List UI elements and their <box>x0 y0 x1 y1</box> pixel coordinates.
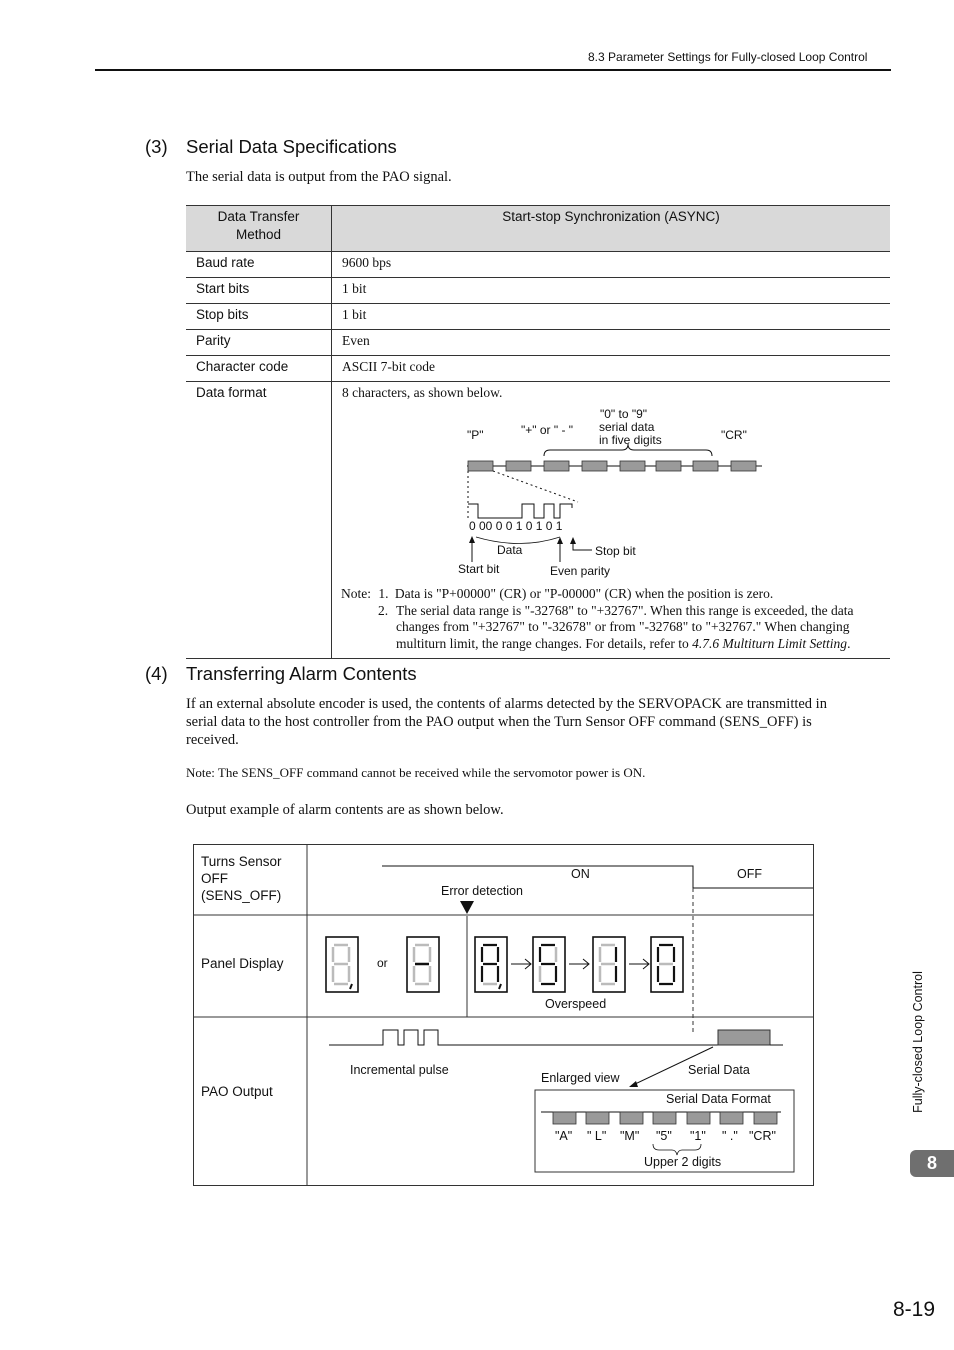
table-row <box>186 356 890 382</box>
char-block <box>582 461 607 471</box>
side-tab-text: Fully-closed Loop Control <box>911 971 925 1113</box>
section-4-title: Transferring Alarm Contents <box>186 663 417 684</box>
row2-label: Panel Display <box>201 956 284 971</box>
table-row <box>186 304 890 330</box>
alarm-diagram-canvas <box>193 844 814 1186</box>
char-block <box>620 461 645 471</box>
row-value: 9600 bps <box>332 252 891 278</box>
running-header: 8.3 Parameter Settings for Fully-closed Loop Control <box>588 50 868 64</box>
note-2: The serial data range is "-32768" to "+32767". When this range is exceeded, the data changes from "+32767" to "-32678" or from "-32768" to "+32767." When changing multiturn limit, the range changes. For details, refer to 4.7.6 Multiturn Limit Setting. <box>396 602 854 651</box>
row1-label-2: OFF <box>201 871 228 886</box>
upper-digits-brace <box>653 1144 701 1155</box>
section-4-paragraph: If an external absolute encoder is used, the contents of alarms detected by the SERVOPACK are transmitted in serial data to the host controller from the PAO output when the Turn Sensor OFF command (SENS_OFF) is received. <box>186 696 827 748</box>
row-label: Start bits <box>186 278 332 304</box>
row-value: 1 bit <box>332 278 891 304</box>
char-block <box>468 461 493 471</box>
row-label: Parity <box>186 330 332 356</box>
stop-bit-arrowhead <box>570 537 576 544</box>
char-label-m: "M" <box>620 1129 640 1143</box>
bit-values: 0 00 0 0 1 0 1 0 1 <box>469 519 563 533</box>
decimal-point-icon <box>350 984 352 989</box>
row1-label-3: (SENS_OFF) <box>201 888 282 903</box>
table-header-row <box>186 206 890 252</box>
note-1: Data is "P+00000" (CR) or "P-00000" (CR) when the position is zero. <box>394 586 774 601</box>
row3-label: PAO Output <box>201 1084 273 1099</box>
digits-label-2: serial data <box>599 420 655 434</box>
output-intro: Output example of alarm contents are as shown below. <box>186 802 504 818</box>
stop-bit-label: Stop bit <box>595 544 636 558</box>
off-label: OFF <box>737 867 762 881</box>
serial-data-format-label: Serial Data Format <box>666 1092 771 1106</box>
sign-char-label: "+" or " - " <box>521 423 574 437</box>
data-label: Data <box>497 543 523 557</box>
chapter-number-badge: 8 <box>910 1150 954 1177</box>
p-char-label: "P" <box>467 428 484 442</box>
section-3-title: Serial Data Specifications <box>186 136 397 157</box>
char-label-1: "1" <box>690 1129 706 1143</box>
serial-data-label: Serial Data <box>688 1063 750 1077</box>
header-cell-async: Start-stop Synchronization (ASYNC) <box>332 206 891 252</box>
char-label-5: "5" <box>656 1129 672 1143</box>
note-1-number: 1. <box>378 586 389 601</box>
section-4-heading <box>145 663 417 685</box>
row-value: ASCII 7-bit code <box>332 356 891 382</box>
row-label: Character code <box>186 356 332 382</box>
section-3-heading <box>145 136 397 158</box>
row-label: Data format <box>186 382 332 659</box>
data-format-diagram <box>440 400 780 585</box>
incremental-pulse-waveform <box>329 1030 718 1045</box>
note-prefix: Note: <box>341 586 371 601</box>
or-label: or <box>377 956 388 970</box>
char-label-dot: " ." <box>722 1129 738 1143</box>
char-label-cr: "CR" <box>749 1129 776 1143</box>
header-rule <box>95 69 891 71</box>
row-label: Stop bits <box>186 304 332 330</box>
chapter-side-tab <box>908 960 925 1125</box>
section-3-intro: The serial data is output from the PAO signal. <box>186 169 452 185</box>
bit-waveform <box>468 504 572 518</box>
data-format-text: 8 characters, as shown below. <box>342 385 503 400</box>
table-row <box>186 330 890 356</box>
char-block <box>506 461 531 471</box>
row-value: Even <box>332 330 891 356</box>
panel-display-group <box>326 937 683 992</box>
section-4-number: (4) <box>145 663 168 684</box>
section-4-note: Note: The SENS_OFF command cannot be received while the servomotor power is ON. <box>186 765 646 780</box>
digits-label-3: in five digits <box>599 433 662 447</box>
format-char-blocks <box>553 1112 777 1124</box>
section-3-number: (3) <box>145 136 168 157</box>
error-detection-label: Error detection <box>441 884 523 898</box>
row1-label-1: Turns Sensor <box>201 854 282 869</box>
header-cell-method: Data Transfer Method <box>186 206 332 252</box>
row-value: 1 bit <box>332 304 891 330</box>
note-2-number: 2. <box>378 602 389 618</box>
serial-data-block <box>718 1030 770 1045</box>
upper-digits-label: Upper 2 digits <box>644 1155 722 1169</box>
page-number: 8-19 <box>893 1298 936 1321</box>
table-row <box>186 278 890 304</box>
enlarge-line-right <box>493 471 578 502</box>
char-block <box>544 461 569 471</box>
char-label-l: " L" <box>587 1129 607 1143</box>
char-block <box>693 461 718 471</box>
row-label: Baud rate <box>186 252 332 278</box>
start-bit-arrowhead <box>469 536 475 543</box>
digits-brace <box>544 444 712 456</box>
table-row <box>186 252 890 278</box>
char-block <box>656 461 681 471</box>
alarm-output-diagram <box>193 844 814 1186</box>
enlarged-view-label: Enlarged view <box>541 1071 620 1085</box>
digits-label-1: "0" to "9" <box>600 407 648 421</box>
on-label: ON <box>571 867 590 881</box>
error-detection-marker <box>460 901 474 914</box>
start-bit-label: Start bit <box>458 562 500 576</box>
overspeed-label: Overspeed <box>545 997 607 1011</box>
stop-bit-pointer <box>573 540 592 550</box>
cr-char-label: "CR" <box>721 428 747 442</box>
even-parity-label: Even parity <box>550 564 611 578</box>
cross-reference-link[interactable]: 4.7.6 Multiturn Limit Setting <box>692 635 848 651</box>
char-block <box>731 461 756 471</box>
notes-block <box>341 586 889 652</box>
char-label-a: "A" <box>555 1129 573 1143</box>
incremental-pulse-label: Incremental pulse <box>350 1063 449 1077</box>
